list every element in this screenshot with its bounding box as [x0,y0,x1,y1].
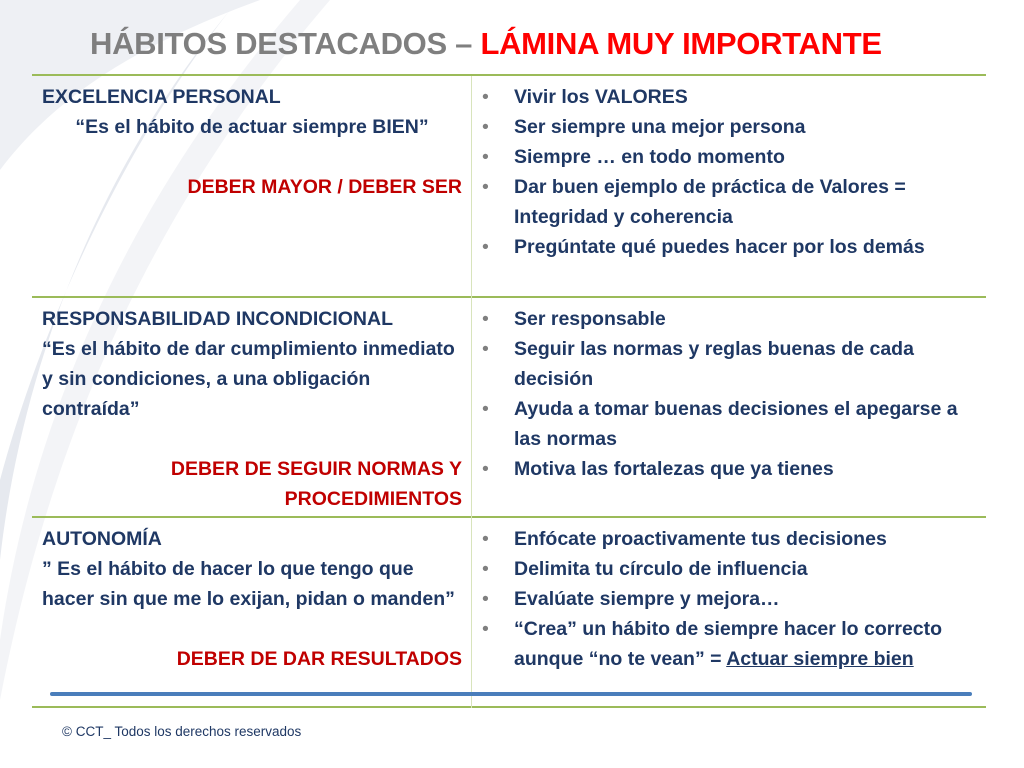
bullet-icon: • [482,458,489,480]
habit-definition: “Es el hábito de actuar siempre BIEN” [75,116,429,138]
bullet-icon: • [482,308,489,330]
table-row [32,298,986,518]
habit-heading: EXCELENCIA PERSONAL [42,86,281,108]
habit-definition: ” Es el hábito de hacer lo que tengo que hacer sin que me lo exijan, pidan o manden” [42,558,455,610]
habit-description [42,524,462,674]
habit-heading: RESPONSABILIDAD INCONDICIONAL [42,308,394,330]
list-item: • Vivir los VALORES [482,82,982,112]
habit-duty: DEBER DE SEGUIR NORMAS Y PROCEDIMIENTOS [170,458,462,510]
bullet-icon: • [482,86,489,108]
habit-definition: “Es el hábito de dar cumplimiento inmediato y sin condiciones, a una obligación contraída” [42,338,455,420]
habit-bullets [482,304,982,484]
list-item: • Dar buen ejemplo de práctica de Valores = Integridad y coherencia [482,172,982,232]
habit-duty: DEBER MAYOR / DEBER SER [187,176,462,198]
habit-duty: DEBER DE DAR RESULTADOS [176,648,462,670]
bullet-icon: • [482,558,489,580]
title-prefix: HÁBITOS DESTACADOS – [90,26,481,61]
list-item: • Pregúntate qué puedes hacer por los demás [482,232,982,262]
bullet-icon: • [482,146,489,168]
bullet-icon: • [482,116,489,138]
habit-description [42,82,462,202]
habits-table [32,74,986,706]
list-item: • Siempre … en todo momento [482,142,982,172]
page-title [90,26,1010,62]
accent-line [50,692,972,696]
list-item: • Ser responsable [482,304,982,334]
habit-description [42,304,462,514]
bullet-icon: • [482,618,489,640]
list-item: • Motiva las fortalezas que ya tienes [482,454,982,484]
underlined-phrase: Actuar siempre bien [726,648,914,670]
list-item: • Seguir las normas y reglas buenas de cada decisión [482,334,982,394]
habit-bullets [482,82,982,262]
table-row [32,518,986,708]
bullet-icon: • [482,338,489,360]
list-item: • Ser siempre una mejor persona [482,112,982,142]
table-row [32,76,986,298]
list-item: • Ayuda a tomar buenas decisiones el apegarse a las normas [482,394,982,454]
habit-bullets [482,524,982,674]
bullet-icon: • [482,588,489,610]
bullet-icon: • [482,176,489,198]
habit-heading: AUTONOMÍA [42,528,162,550]
bullet-icon: • [482,528,489,550]
list-item: • “Crea” un hábito de siempre hacer lo correcto aunque “no te vean” = Actuar siempre bien [482,614,982,674]
list-item: • Enfócate proactivamente tus decisiones [482,524,982,554]
title-highlight: LÁMINA MUY IMPORTANTE [480,26,882,61]
list-item: • Delimita tu círculo de influencia [482,554,982,584]
bullet-icon: • [482,236,489,258]
bullet-icon: • [482,398,489,420]
list-item: • Evalúate siempre y mejora… [482,584,982,614]
copyright-footer: © CCT_ Todos los derechos reservados [62,724,302,739]
column-divider [471,76,472,708]
